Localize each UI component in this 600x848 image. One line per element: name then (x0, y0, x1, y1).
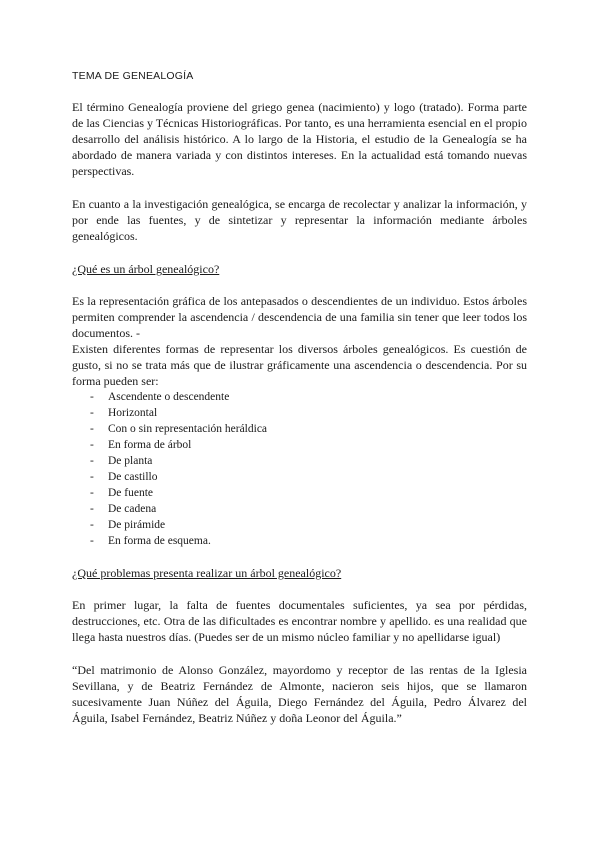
paragraph-definition: Es la representación gráfica de los antepasados o descendientes de un individuo. Estos árboles permiten comprender la ascendencia / descendencia de una familia sin tener que leer todos los documentos. - (72, 294, 527, 340)
list-item: - Con o sin representación heráldica (90, 423, 268, 435)
paragraph-investigation: En cuanto a la investigación genealógica, se encarga de recolectar y analizar la información, y por ende las fuentes, y de sintetizar y representar la información mediante árboles genealógicos. (72, 197, 527, 243)
paragraph-intro: El término Genealogía proviene del griego genea (nacimiento) y logo (tratado). Forma parte de las Ciencias y Técnicas Historiográficas. Por tanto, es una herramienta esencial en el propio desarrollo del análisis histórico. A lo largo de la Historia, el estudio de la Genealogía se ha abordado de manera variada y con distintos intereses. En la actualidad está tomando nuevas perspectivas. (72, 100, 527, 178)
list-item: - De pirámide (90, 519, 166, 531)
paragraph-forms: Existen diferentes formas de representar los diversos árboles genealógicos. Es cuestión de gusto, si no se trata más que de ilustrar gráficamente una ascendencia o descendencia. Por su forma pueden ser: (72, 342, 527, 388)
tree-forms-list (72, 389, 267, 549)
list-item: - En forma de árbol (90, 439, 192, 451)
list-item: - De planta (90, 455, 153, 467)
list-item: - Horizontal (90, 407, 158, 419)
list-item: - Ascendente o descendente (90, 391, 230, 403)
list-item: - De cadena (90, 503, 157, 515)
list-item: - De fuente (90, 487, 154, 499)
list-item: - En forma de esquema. (90, 535, 211, 547)
list-item: - De castillo (90, 471, 158, 483)
heading-what-is-tree: ¿Qué es un árbol genealógico? (72, 262, 220, 276)
paragraph-quote: “Del matrimonio de Alonso González, mayordomo y receptor de las rentas de la Iglesia Sevillana, y de Beatriz Fernández de Almonte, nacieron seis hijos, que se llamaron sucesivamente Juan Núñez del Águila, Diego Fernández del Águila, Pedro Álvarez del Águila, Isabel Fernández, Beatriz Núñez y doña Leonor del Águila.” (72, 663, 527, 725)
heading-problems: ¿Qué problemas presenta realizar un árbol genealógico? (72, 566, 342, 580)
paragraph-problems: En primer lugar, la falta de fuentes documentales suficientes, ya sea por pérdidas, destrucciones, etc. Otra de las dificultades es encontrar nombre y apellido. es una realidad que llega hasta nuestros días. (Puedes ser de un mismo núcleo familiar y no apellidarse igual) (72, 598, 527, 644)
document-title: TEMA DE GENEALOGÍA (72, 70, 194, 82)
